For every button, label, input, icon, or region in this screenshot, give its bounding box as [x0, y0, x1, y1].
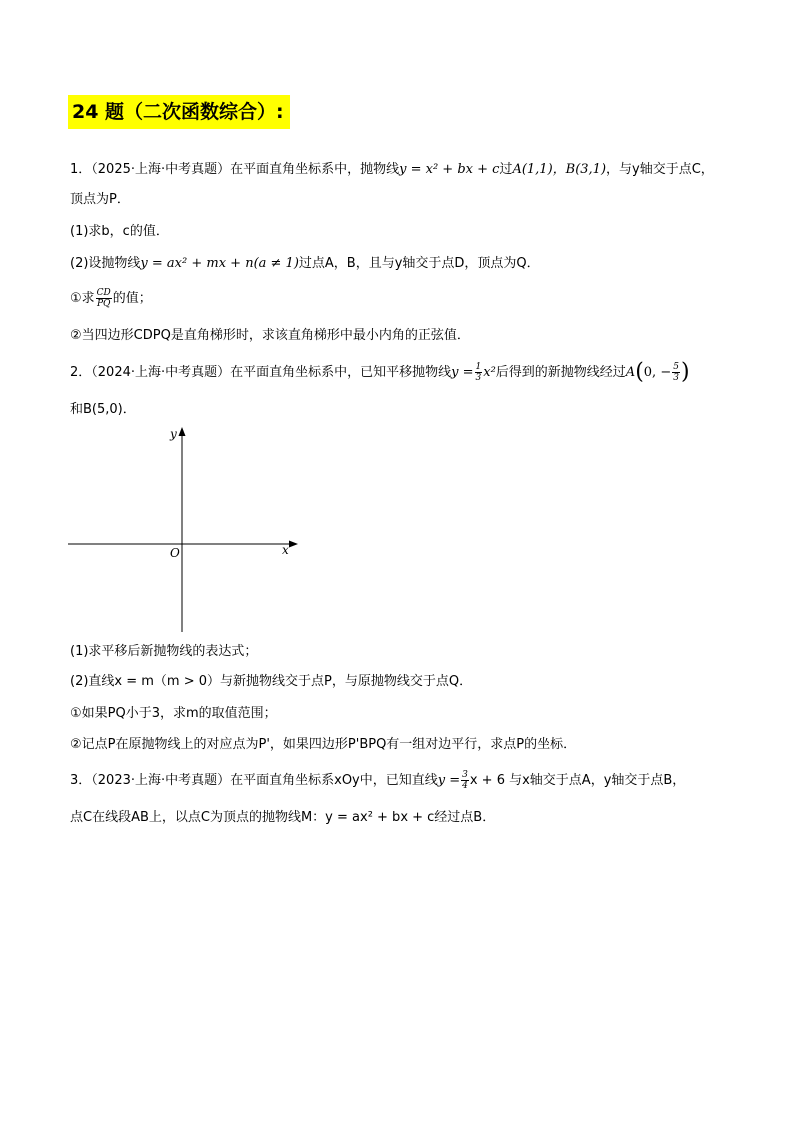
q2-a-x: 0, − [643, 365, 672, 380]
q1-sub2 [70, 254, 540, 274]
q2-point-a: A [625, 365, 636, 380]
section-heading: 24 题（二次函数综合）: [68, 95, 290, 129]
x-axis-arrow-icon [289, 541, 298, 548]
q1-frac-num: CD [96, 288, 111, 298]
q1-sub1: (1)求b，c的值． [70, 224, 169, 239]
q1-sub2-prefix: (2)设抛物线 [70, 256, 141, 271]
q3-y-equals: y = [437, 773, 461, 788]
q1-parabola-eq: y = x² + bx + c [399, 162, 500, 177]
y-axis-label: y [170, 427, 177, 441]
q3-line1 [70, 770, 685, 791]
q1-line1 [70, 160, 714, 180]
q3-fraction [461, 770, 469, 791]
q3-line1-tail: x + 6 与x轴交于点A，y轴交于点B， [469, 773, 686, 788]
q3-frac-num: 3 [462, 770, 468, 780]
origin-label: O [170, 546, 180, 560]
q2-a-fraction [672, 362, 680, 383]
q3-line1-prefix: 3．（2023·上海·中考真题）在平面直角坐标系xOy中，已知直线 [70, 773, 438, 788]
q2-paren-close: ) [680, 359, 690, 385]
q1-frac-den: PQ [96, 299, 111, 309]
q2-part1: ①如果PQ小于3，求m的取值范围； [70, 706, 277, 721]
q2-part2: ②记点P在原抛物线上的对应点为P'，如果四边形P'BPQ有一组对边平行，求点P的坐标． [70, 737, 577, 752]
q1-line1-tail: ，与y轴交于点C， [606, 162, 714, 177]
q1-line2: 顶点为P． [70, 192, 130, 207]
q2-sub1: (1)求平移后新抛物线的表达式； [70, 644, 258, 659]
q2-line1-tail: 后得到的新抛物线经过 [495, 365, 626, 380]
q2-a-den: 3 [673, 373, 679, 383]
coordinate-axes [66, 422, 306, 636]
q2-sub2: (2)直线x = m（m > 0）与新抛物线交于点P，与原抛物线交于点Q． [70, 674, 473, 689]
q1-line1-mid: 过 [499, 162, 513, 177]
q1-line1-prefix: 1．（2025·上海·中考真题）在平面直角坐标系中，抛物线 [70, 162, 400, 177]
q1-fraction [96, 288, 112, 309]
q2-line2: 和B(5,0)． [70, 402, 136, 417]
q1-points: A(1,1)，B(3,1) [512, 162, 607, 177]
q1-sub2-eq: y = ax² + mx + n(a ≠ 1) [140, 256, 299, 271]
q2-frac-den: 3 [475, 373, 482, 383]
q2-paren-open: ( [635, 359, 644, 385]
q2-line1 [70, 359, 690, 385]
q1-sub2-tail: 过点A，B，且与y轴交于点D，顶点为Q． [298, 256, 540, 271]
q3-line2: 点C在线段AB上，以点C为顶点的抛物线M：y = ax² + bx + c经过点B． [70, 810, 496, 825]
q2-fraction [475, 362, 483, 383]
x-axis-label: x [282, 543, 289, 557]
q3-frac-den: 4 [462, 781, 468, 791]
q2-frac-num: 1 [475, 362, 482, 372]
q2-line1-prefix: 2．（2024·上海·中考真题）在平面直角坐标系中，已知平移抛物线 [70, 365, 452, 380]
y-axis-arrow-icon [179, 427, 186, 436]
q2-a-num: 5 [673, 362, 679, 372]
q1-part2: ②当四边形CDPQ是直角梯形时，求该直角梯形中最小内角的正弦值． [70, 328, 470, 343]
q2-x-squared: x² [483, 365, 496, 380]
q1-part1 [70, 288, 152, 309]
q1-part1-tail: 的值； [112, 291, 152, 306]
q1-part1-prefix: ①求 [70, 291, 95, 306]
q2-y-equals: y = [451, 365, 474, 380]
